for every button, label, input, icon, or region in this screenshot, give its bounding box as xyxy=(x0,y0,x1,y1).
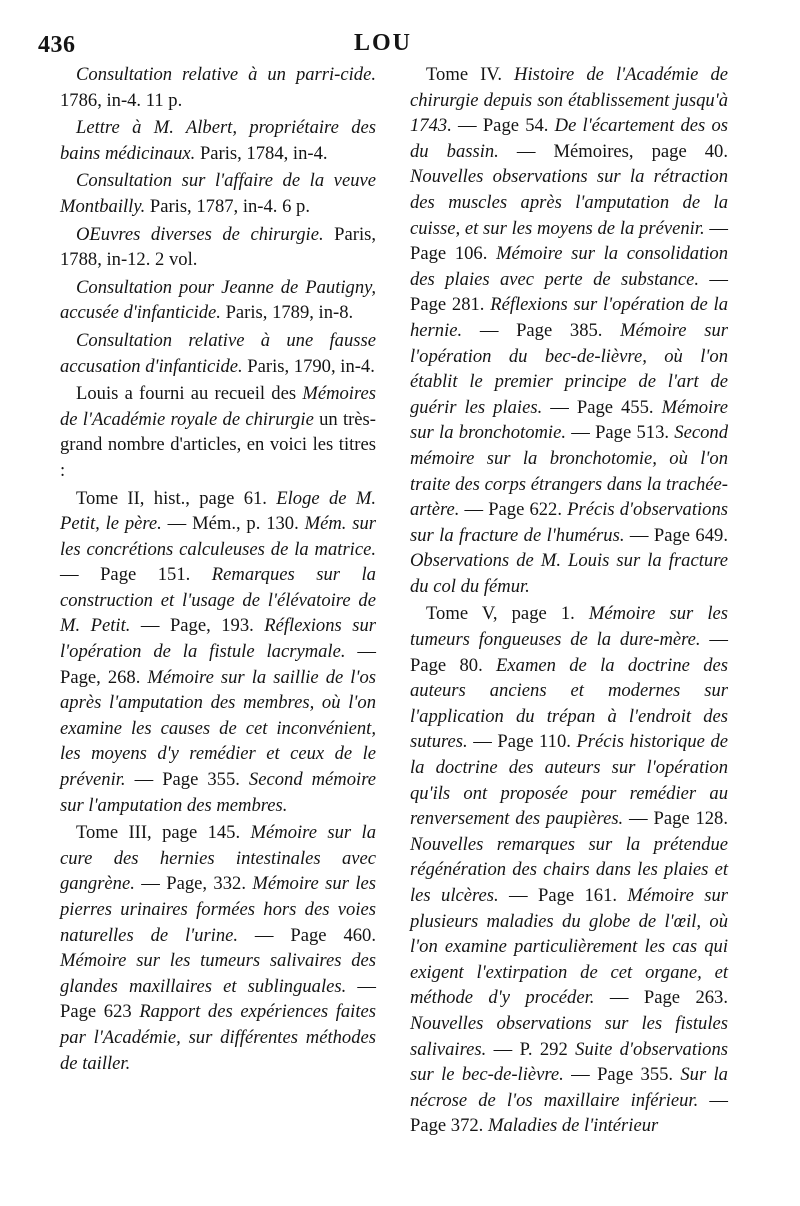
roman-text: — Page 455. xyxy=(542,396,662,418)
italic-title-text: Sur la nécrose de l'os maxillaire inférieur. xyxy=(410,1064,728,1111)
roman-text: — Mémoires, page 40. xyxy=(498,140,728,162)
italic-title-text: Examen de la doctrine des auteurs anciens et modernes sur l'application du trépan à l'endroit des sutures. xyxy=(410,654,728,753)
roman-text: — Page 263. xyxy=(594,987,728,1009)
entry-paragraph xyxy=(60,820,376,1076)
entry-paragraph xyxy=(60,328,376,379)
italic-title-text: Maladies de l'intérieur xyxy=(487,1115,659,1137)
italic-title-text: Mémoire sur plusieurs maladies du globe de l'œil, où l'on examine particulièrement les cas qui exigent l'extirpation de cet organe, et méthode d'y procéder. xyxy=(410,885,728,1009)
entry-paragraph xyxy=(60,381,376,483)
entry-paragraph xyxy=(60,222,376,273)
roman-text: Tome III, page 145. xyxy=(76,822,251,844)
entry-paragraph xyxy=(410,601,728,1138)
italic-title-text: Précis d'observations sur la fracture de l'humérus. xyxy=(410,499,728,546)
roman-text: — Page 80. xyxy=(410,629,728,676)
roman-text: Tome IV. xyxy=(426,64,515,85)
italic-title-text: OEuvres diverses de chirurgie. xyxy=(76,223,324,245)
italic-title-text: Mémoire sur la saillie de l'os après l'amputation des membres, où l'on examine les causes de cet inconvénient, les moyens d'y remédier et ceux de le prévenir. xyxy=(60,666,376,791)
roman-text: — Page 649. xyxy=(624,524,728,546)
roman-text: — Mém., p. 130. xyxy=(161,513,305,535)
roman-text: Louis a fourni au recueil des xyxy=(76,383,303,405)
entry-paragraph xyxy=(410,62,728,599)
roman-text: Paris, 1789, in-8. xyxy=(220,302,354,324)
italic-title-text: Consultation pour Jeanne de Pautigny, accusée d'infanticide. xyxy=(60,276,376,324)
roman-text: Paris, 1787, in-4. 6 p. xyxy=(145,195,310,217)
italic-title-text: Rapport des expériences faites par l'Académie, sur différentes méthodes de tailler. xyxy=(60,1001,376,1074)
italic-title-text: De l'écartement des os du bassin. xyxy=(410,115,728,162)
italic-title-text: Mémoire sur la cure des hernies intestinales avec gangrène. xyxy=(60,822,376,895)
italic-title-text: Second mémoire sur l'amputation des membres. xyxy=(60,769,376,816)
italic-title-text: Précis historique de la doctrine des auteurs sur l'opération qu'ils ont proposée pour remédier au renversement des paupières. xyxy=(410,731,728,830)
roman-text: Paris, 1790, in-4. xyxy=(242,355,375,377)
italic-title-text: Mémoire sur la bronchotomie. xyxy=(410,396,729,444)
roman-text: Tome V, page 1. xyxy=(426,603,589,625)
italic-title-text: Suite d'observations sur le bec-de-lièvre. xyxy=(410,1038,728,1086)
roman-text: un très-grand nombre d'articles, en voici les titres : xyxy=(60,408,376,481)
roman-text: — Page 513. xyxy=(565,422,675,444)
entry-paragraph xyxy=(60,486,376,819)
roman-text: — Page 385. xyxy=(462,319,621,341)
italic-title-text: Réflexions sur l'opération de la fistule lacrymale. xyxy=(60,615,376,663)
roman-text: — Page 110. xyxy=(467,731,577,753)
right-column xyxy=(410,62,728,1141)
roman-text: — Page 128. xyxy=(623,808,728,830)
roman-text: Paris, 1788, in-12. 2 vol. xyxy=(60,223,376,271)
entry-paragraph xyxy=(60,115,376,166)
left-column xyxy=(60,62,376,1078)
roman-text: — Page 161. xyxy=(498,885,628,906)
roman-text: — Page 281. xyxy=(410,268,728,316)
roman-text: — Page 54. xyxy=(451,115,555,137)
roman-text: — Page 355. xyxy=(563,1064,681,1086)
italic-title-text: Mémoire sur l'opération du bec-de-lièvre, où l'on établit le premier principe de l'art de guérir les plaies. xyxy=(410,319,728,418)
roman-text: Tome II, hist., page 61. xyxy=(76,487,277,509)
italic-title-text: Mém. sur les concrétions calculeuses de la matrice. xyxy=(60,513,376,560)
italic-title-text: Mémoire sur la consolidation des plaies avec perte de substance. xyxy=(410,243,729,290)
page-number: 436 xyxy=(38,32,76,58)
italic-title-text: Eloge de M. Petit, le père. xyxy=(60,487,376,535)
roman-text: — Page 460. xyxy=(238,924,376,946)
roman-text: — Page 622. xyxy=(459,499,568,521)
roman-text: — Page 106. xyxy=(410,217,728,265)
roman-text: 1786, in-4. 11 p. xyxy=(60,89,183,111)
italic-title-text: Lettre à M. Albert, propriétaire des bains médicinaux. xyxy=(60,117,376,164)
italic-title-text: Second mémoire sur la bronchotomie, où l'on traite des corps étrangers dans la trachée-artère. xyxy=(410,422,728,521)
italic-title-text: Nouvelles observations sur la rétraction des muscles après l'amputation de la cuisse, et sur les moyens de la prévenir. xyxy=(410,166,728,239)
italic-title-text: Mémoires de l'Académie royale de chirurgie xyxy=(60,383,376,430)
italic-title-text: Nouvelles remarques sur la prétendue régénération des chairs dans les plaies et les ulcères. xyxy=(410,833,728,906)
italic-title-text: Consultation relative à un parri-cide. xyxy=(76,64,376,85)
roman-text: — Page 623 xyxy=(60,975,376,1023)
roman-text: — Page 355. xyxy=(125,769,249,791)
roman-text: — Page 372. xyxy=(410,1089,728,1137)
italic-title-text: Observations de M. Louis sur la fracture du col du fémur. xyxy=(410,550,728,597)
italic-title-text: Nouvelles observations sur les fistules salivaires. xyxy=(410,1012,728,1060)
italic-title-text: Consultation relative à une fausse accusation d'infanticide. xyxy=(60,329,376,377)
italic-title-text: Réflexions sur l'opération de la hernie. xyxy=(410,294,728,341)
entry-paragraph xyxy=(60,275,376,326)
entry-paragraph xyxy=(60,62,376,113)
roman-text: Paris, 1784, in-4. xyxy=(195,142,328,164)
italic-title-text: Mémoire sur les tumeurs fongueuses de la dure-mère. xyxy=(410,603,728,651)
roman-text: — P. 292 xyxy=(486,1038,576,1060)
italic-title-text: Remarques sur la construction et l'usage de l'élévatoire de M. Petit. xyxy=(60,564,376,637)
italic-title-text: Mémoire sur les tumeurs salivaires des glandes maxillaires et sublinguales. xyxy=(60,950,376,997)
italic-title-text: Consultation sur l'affaire de la veuve Montbailly. xyxy=(60,170,376,217)
italic-title-text: Histoire de l'Académie de chirurgie depuis son établissement jusqu'à 1743. xyxy=(410,64,728,137)
roman-text: — Page, 268. xyxy=(60,641,376,688)
roman-text: — Page 151. xyxy=(60,564,212,586)
entry-paragraph xyxy=(60,168,376,219)
running-head: LOU xyxy=(354,30,413,56)
roman-text: — Page, 193. xyxy=(130,615,265,637)
italic-title-text: Mémoire sur les pierres urinaires formées hors des voies naturelles de l'urine. xyxy=(60,873,376,946)
roman-text: — Page, 332. xyxy=(134,873,253,895)
